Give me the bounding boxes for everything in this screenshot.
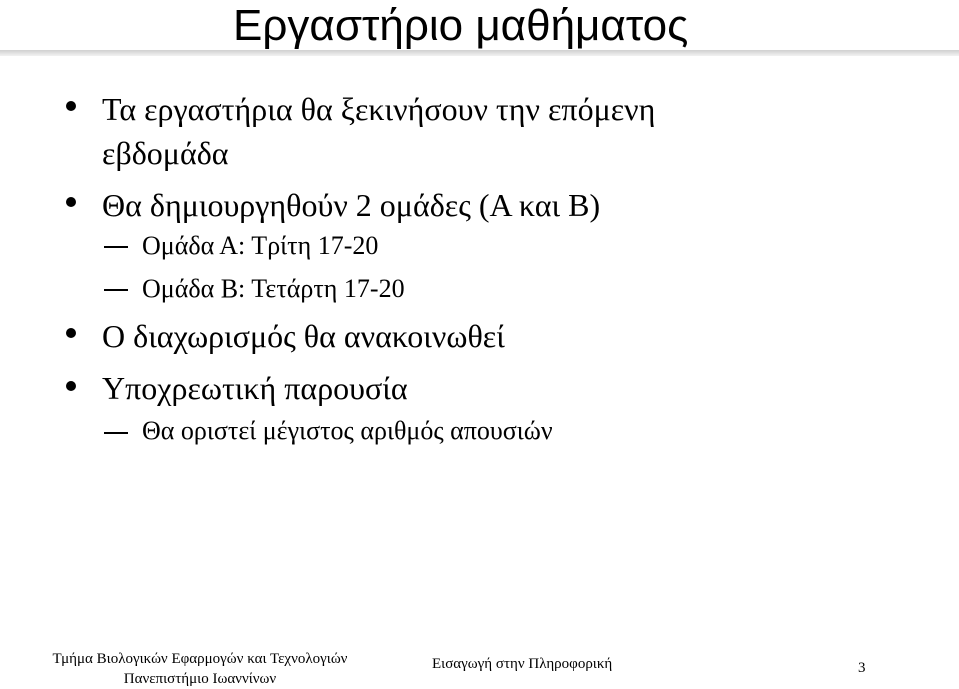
bullet-icon <box>66 328 76 338</box>
bullet-icon <box>66 101 76 111</box>
footer-university: Πανεπιστήμιο Ιωαννίνων <box>123 671 277 687</box>
bullet-text-attendance: Υποχρεωτική παρουσία <box>102 370 408 406</box>
bullet-icon <box>66 381 76 391</box>
title-divider <box>0 50 959 56</box>
bullet-text-division: Ο διαχωρισμός θα ανακοινωθεί <box>102 318 505 354</box>
footer-course: Εισαγωγή στην Πληροφορική <box>432 656 613 672</box>
bullet-icon <box>66 197 76 207</box>
footer-department: Τμήμα Βιολογικών Εφαρμογών και Τεχνολογιών <box>52 651 348 667</box>
bullet-text-labs-start: Τα εργαστήρια θα ξεκινήσουν την επόμενη <box>102 91 656 127</box>
slide-title: Εργαστήριο μαθήματος <box>233 1 689 50</box>
bullet-text-groups: Θα δημιουργηθούν 2 ομάδες (Α και Β) <box>102 187 601 223</box>
dash-icon <box>104 246 128 248</box>
subitem-group-b: Ομάδα Β: Τετάρτη 17-20 <box>142 274 405 303</box>
footer-institution <box>30 649 370 689</box>
subitem-group-a: Ομάδα Α: Τρίτη 17-20 <box>142 231 379 260</box>
subitem-max-absences: Θα οριστεί μέγιστος αριθμός απουσιών <box>142 416 553 445</box>
page-number: 3 <box>858 660 866 676</box>
bullet-text-labs-start-continued: εβδομάδα <box>102 135 229 171</box>
dash-icon <box>104 289 128 291</box>
dash-icon <box>104 432 128 434</box>
